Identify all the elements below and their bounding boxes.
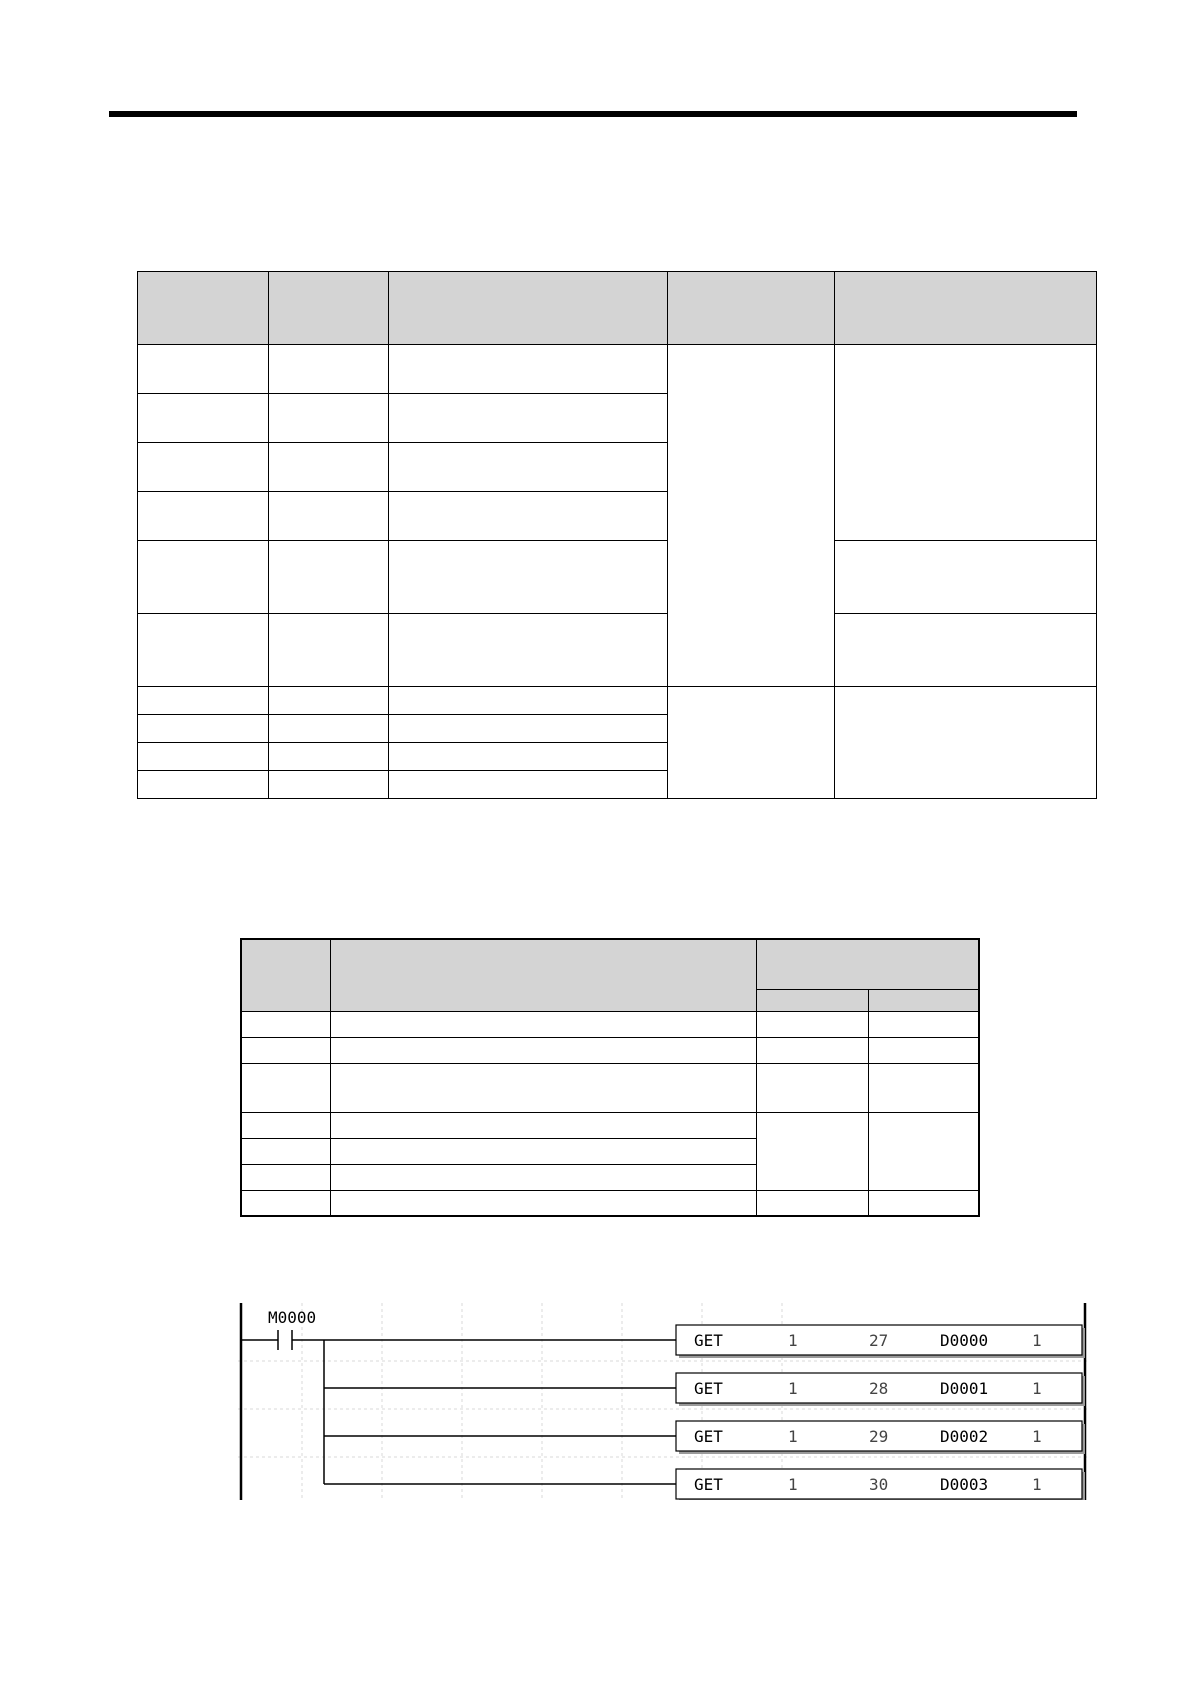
instruction-n: 1 <box>1032 1379 1042 1398</box>
contact-label: M0000 <box>268 1308 317 1327</box>
ladder-rung <box>324 1469 1085 1500</box>
ladder-rung <box>324 1421 1085 1454</box>
table-cell <box>138 345 269 394</box>
table-cell <box>835 345 1097 541</box>
table-cell <box>241 1112 330 1138</box>
table-row <box>241 1190 979 1216</box>
table-cell <box>138 541 269 614</box>
top-rule <box>109 111 1077 117</box>
table-cell <box>869 1037 979 1063</box>
table-header-row <box>138 272 1097 345</box>
header-cell <box>756 989 868 1011</box>
table-cell <box>241 1190 330 1216</box>
header-cell <box>668 272 835 345</box>
table-row <box>241 1112 979 1138</box>
table-row <box>138 345 1097 394</box>
table-cell <box>138 492 269 541</box>
table-cell <box>756 1190 868 1216</box>
instruction-p1: 1 <box>788 1427 798 1446</box>
instruction-dest: D0001 <box>940 1379 989 1398</box>
table-cell <box>668 687 835 799</box>
table-cell <box>389 443 668 492</box>
table-row <box>241 1011 979 1037</box>
table-cell <box>756 1037 868 1063</box>
instruction-dest: D0000 <box>940 1331 989 1350</box>
header-cell <box>138 272 269 345</box>
table-cell <box>138 394 269 443</box>
ladder-diagram <box>238 1303 1088 1500</box>
instruction-n: 1 <box>1032 1475 1042 1494</box>
instruction-dest: D0003 <box>940 1475 989 1494</box>
table-cell <box>269 687 389 715</box>
table-cell <box>330 1190 756 1216</box>
table-row <box>241 1037 979 1063</box>
table-cell <box>756 1112 868 1190</box>
table-cell <box>835 541 1097 614</box>
table-cell <box>269 394 389 443</box>
table-cell <box>241 1138 330 1164</box>
table-cell <box>241 1164 330 1190</box>
table-cell <box>869 1063 979 1112</box>
table-cell <box>389 492 668 541</box>
table-cell <box>869 1112 979 1190</box>
table-cell <box>389 715 668 743</box>
table-row <box>241 1063 979 1112</box>
header-cell <box>241 939 330 1011</box>
table-cell <box>389 541 668 614</box>
table-cell <box>269 743 389 771</box>
table-cell <box>330 1037 756 1063</box>
table-cell <box>241 1011 330 1037</box>
table-cell <box>389 687 668 715</box>
table-cell <box>330 1164 756 1190</box>
header-cell <box>269 272 389 345</box>
instruction-p2: 29 <box>869 1427 889 1446</box>
instruction-p1: 1 <box>788 1475 798 1494</box>
instruction-p2: 27 <box>869 1331 889 1350</box>
instruction-p2: 28 <box>869 1379 889 1398</box>
table-row <box>138 687 1097 715</box>
table-cell <box>269 715 389 743</box>
instruction-instr: GET <box>694 1475 723 1494</box>
table-cell <box>269 443 389 492</box>
table-row <box>138 614 1097 687</box>
header-cell <box>869 989 979 1011</box>
table-cell <box>269 614 389 687</box>
header-cell <box>835 272 1097 345</box>
instruction-p1: 1 <box>788 1331 798 1350</box>
table-cell <box>668 345 835 687</box>
instruction-p2: 30 <box>869 1475 889 1494</box>
instruction-instr: GET <box>694 1379 723 1398</box>
header-cell <box>756 939 979 989</box>
table-cell <box>241 1037 330 1063</box>
table-row <box>138 541 1097 614</box>
ladder-rung <box>324 1325 1085 1358</box>
table-cell <box>269 771 389 799</box>
table-cell <box>835 614 1097 687</box>
contact-m0000[interactable] <box>241 1308 324 1350</box>
table-cell <box>330 1112 756 1138</box>
table-cell <box>330 1011 756 1037</box>
instruction-dest: D0002 <box>940 1427 989 1446</box>
instruction-n: 1 <box>1032 1427 1042 1446</box>
table-cell <box>138 614 269 687</box>
table-cell <box>389 614 668 687</box>
header-cell <box>330 939 756 1011</box>
instruction-p1: 1 <box>788 1379 798 1398</box>
table-cell <box>138 715 269 743</box>
table-cell <box>330 1063 756 1112</box>
table-cell <box>389 345 668 394</box>
table-cell <box>389 394 668 443</box>
instruction-n: 1 <box>1032 1331 1042 1350</box>
ladder-rung <box>324 1373 1085 1406</box>
table-cell <box>269 345 389 394</box>
parameter-table <box>137 271 1097 799</box>
status-table <box>240 938 980 1217</box>
table-cell <box>241 1063 330 1112</box>
table-header-row <box>241 939 979 989</box>
instruction-instr: GET <box>694 1331 723 1350</box>
table-cell <box>138 687 269 715</box>
table-cell <box>869 1011 979 1037</box>
table-cell <box>869 1190 979 1216</box>
instruction-instr: GET <box>694 1427 723 1446</box>
table-cell <box>389 771 668 799</box>
table-cell <box>756 1011 868 1037</box>
table-cell <box>269 541 389 614</box>
table-cell <box>269 492 389 541</box>
table-cell <box>138 443 269 492</box>
table-cell <box>835 687 1097 799</box>
table-cell <box>389 743 668 771</box>
header-cell <box>389 272 668 345</box>
table-cell <box>756 1063 868 1112</box>
table-cell <box>138 743 269 771</box>
table-cell <box>138 771 269 799</box>
table-cell <box>330 1138 756 1164</box>
